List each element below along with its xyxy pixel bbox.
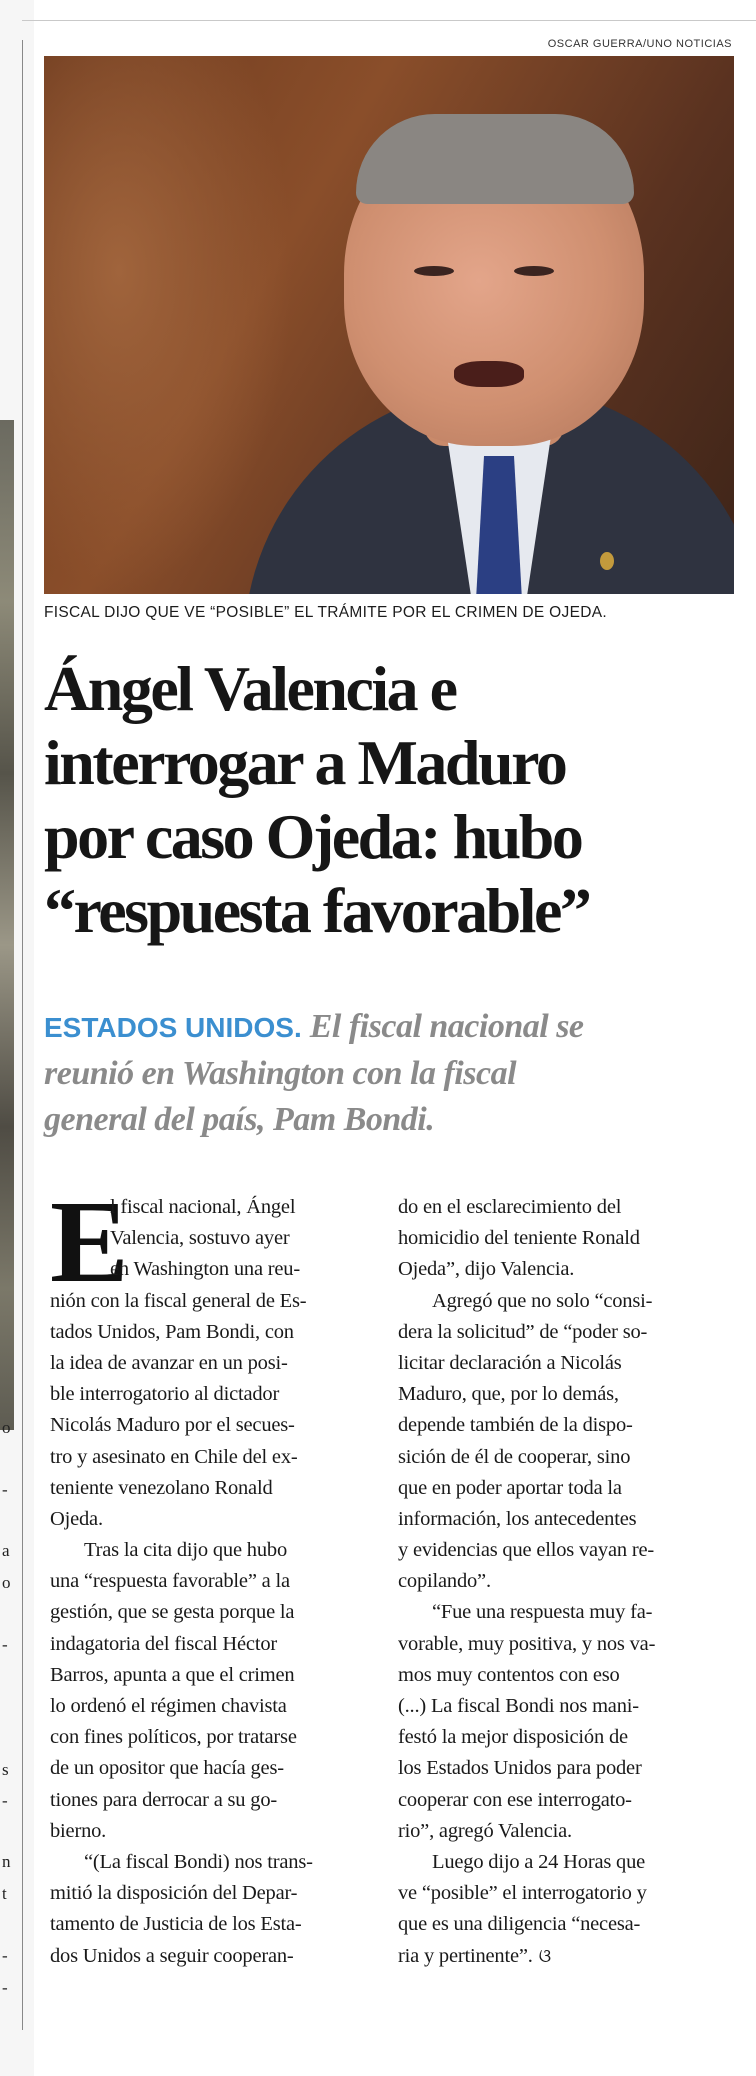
body-line: Ojeda. — [50, 1507, 103, 1530]
body-line: con fines políticos, por tratarse — [50, 1726, 297, 1749]
body-line: Maduro, que, por lo demás, — [398, 1383, 619, 1406]
body-line: Barros, apunta a que el crimen — [50, 1663, 295, 1686]
headline-line: interrogar a Maduro — [44, 727, 566, 798]
body-line: tiones para derrocar a su go- — [50, 1788, 277, 1811]
subheadline — [44, 1004, 734, 1143]
body-line: cooperar con ese interrogato- — [398, 1788, 632, 1811]
lapel-pin-icon — [600, 552, 614, 570]
body-line: Ojeda”, dijo Valencia. — [398, 1258, 575, 1281]
body-line: Agregó que no solo “consi- — [432, 1289, 653, 1312]
body-line: mos muy contentos con eso — [398, 1663, 620, 1686]
column-divider — [22, 40, 23, 2030]
adjacent-photo-edge — [0, 420, 14, 1430]
deck-text: general del país, Pam Bondi. — [44, 1101, 435, 1138]
body-line: información, los antecedentes — [398, 1507, 637, 1530]
body-line: Nicolás Maduro por el secues- — [50, 1414, 295, 1437]
body-line: en Washington una reu- — [110, 1258, 300, 1281]
body-line: homicidio del teniente Ronald — [398, 1227, 640, 1250]
body-line: bierno. — [50, 1819, 107, 1842]
body-line: dera la solicitud” de “poder so- — [398, 1320, 648, 1343]
body-column-right — [398, 1192, 728, 1972]
body-line: l fiscal nacional, Ángel — [110, 1196, 296, 1218]
photo-credit: OSCAR GUERRA/UNO NOTICIAS — [547, 38, 732, 50]
body-line: teniente venezolano Ronald — [50, 1476, 273, 1499]
body-line: que es una diligencia “necesa- — [398, 1913, 641, 1936]
body-line: “(La fiscal Bondi) nos trans- — [84, 1850, 313, 1873]
headline-line: “respuesta favorable” — [44, 875, 590, 946]
adjacent-text-fragment: a — [2, 1541, 10, 1560]
deck-text: El fiscal nacional se — [309, 1008, 584, 1045]
section-kicker: ESTADOS UNIDOS. — [44, 1012, 302, 1043]
top-rule — [22, 20, 756, 21]
body-line: gestión, que se gesta porque la — [50, 1601, 295, 1624]
adjacent-text-fragment: - — [2, 1791, 8, 1810]
headline — [44, 652, 744, 948]
body-line: depende también de la dispo- — [398, 1414, 633, 1437]
adjacent-text-fragment: t — [2, 1884, 7, 1903]
body-line: dos Unidos a seguir cooperan- — [50, 1944, 294, 1967]
adjacent-text-fragment: n — [2, 1852, 11, 1871]
body-line: copilando”. — [398, 1570, 491, 1593]
body-column-left — [50, 1176, 380, 1972]
body-line: mitió la disposición del Depar- — [50, 1882, 298, 1905]
body-line: festó la mejor disposición de — [398, 1726, 628, 1749]
body-line-text: ria y pertinente”. — [398, 1944, 533, 1967]
adjacent-text-fragment: o — [2, 1418, 11, 1437]
body-line: nión con la fiscal general de Es- — [50, 1289, 307, 1312]
body-line: sición de él de cooperar, sino — [398, 1445, 631, 1468]
body-line: (...) La fiscal Bondi nos mani- — [398, 1695, 639, 1717]
adjacent-text-fragment: o — [2, 1573, 11, 1592]
body-line: Tras la cita dijo que hubo — [84, 1539, 288, 1562]
body-line: tro y asesinato en Chile del ex- — [50, 1445, 298, 1468]
body-line: Valencia, sostuvo ayer — [110, 1227, 290, 1250]
headline-line: Ángel Valencia e — [44, 653, 456, 724]
body-line: de un opositor que hacía ges- — [50, 1757, 284, 1780]
body-line: “Fue una respuesta muy fa- — [432, 1601, 653, 1624]
article-photo — [44, 56, 734, 594]
body-line: ble interrogatorio al dictador — [50, 1383, 280, 1406]
body-line: ve “posible” el interrogatorio y — [398, 1882, 647, 1905]
body-line: lo ordenó el régimen chavista — [50, 1695, 287, 1717]
body-line: y evidencias que ellos vayan re- — [398, 1539, 655, 1562]
body-line: tados Unidos, Pam Bondi, con — [50, 1320, 294, 1343]
body-line-last — [398, 1941, 728, 1972]
body-line: Luego dijo a 24 Horas que — [432, 1850, 646, 1873]
drop-cap: E — [50, 1176, 129, 1307]
deck-text: reunió en Washington con la fiscal — [44, 1055, 517, 1092]
body-line: la idea de avanzar en un posi- — [50, 1351, 288, 1374]
body-line: que en poder aportar toda la — [398, 1476, 622, 1499]
adjacent-text-fragment: s — [2, 1760, 9, 1779]
body-line: indagatoria del fiscal Héctor — [50, 1632, 277, 1655]
body-line: rio”, agregó Valencia. — [398, 1819, 572, 1842]
body-line: una “respuesta favorable” a la — [50, 1570, 290, 1593]
body-line: tamento de Justicia de los Esta- — [50, 1913, 302, 1936]
adjacent-text-fragment: - — [2, 1480, 8, 1499]
body-line: licitar declaración a Nicolás — [398, 1351, 622, 1374]
adjacent-text-fragment: - — [2, 1635, 8, 1654]
body-line: do en el esclarecimiento del — [398, 1196, 622, 1218]
photo-caption: FISCAL DIJO QUE VE “POSIBLE” EL TRÁMITE POR EL CRIMEN DE OJEDA. — [44, 604, 607, 621]
headline-line: por caso Ojeda: hubo — [44, 801, 582, 872]
body-line: vorable, muy positiva, y nos va- — [398, 1632, 656, 1655]
adjacent-text-fragment: - — [2, 1978, 8, 1997]
body-line: los Estados Unidos para poder — [398, 1757, 642, 1780]
adjacent-text-fragment: - — [2, 1946, 8, 1965]
end-mark-icon: ଓ — [538, 1945, 551, 1966]
